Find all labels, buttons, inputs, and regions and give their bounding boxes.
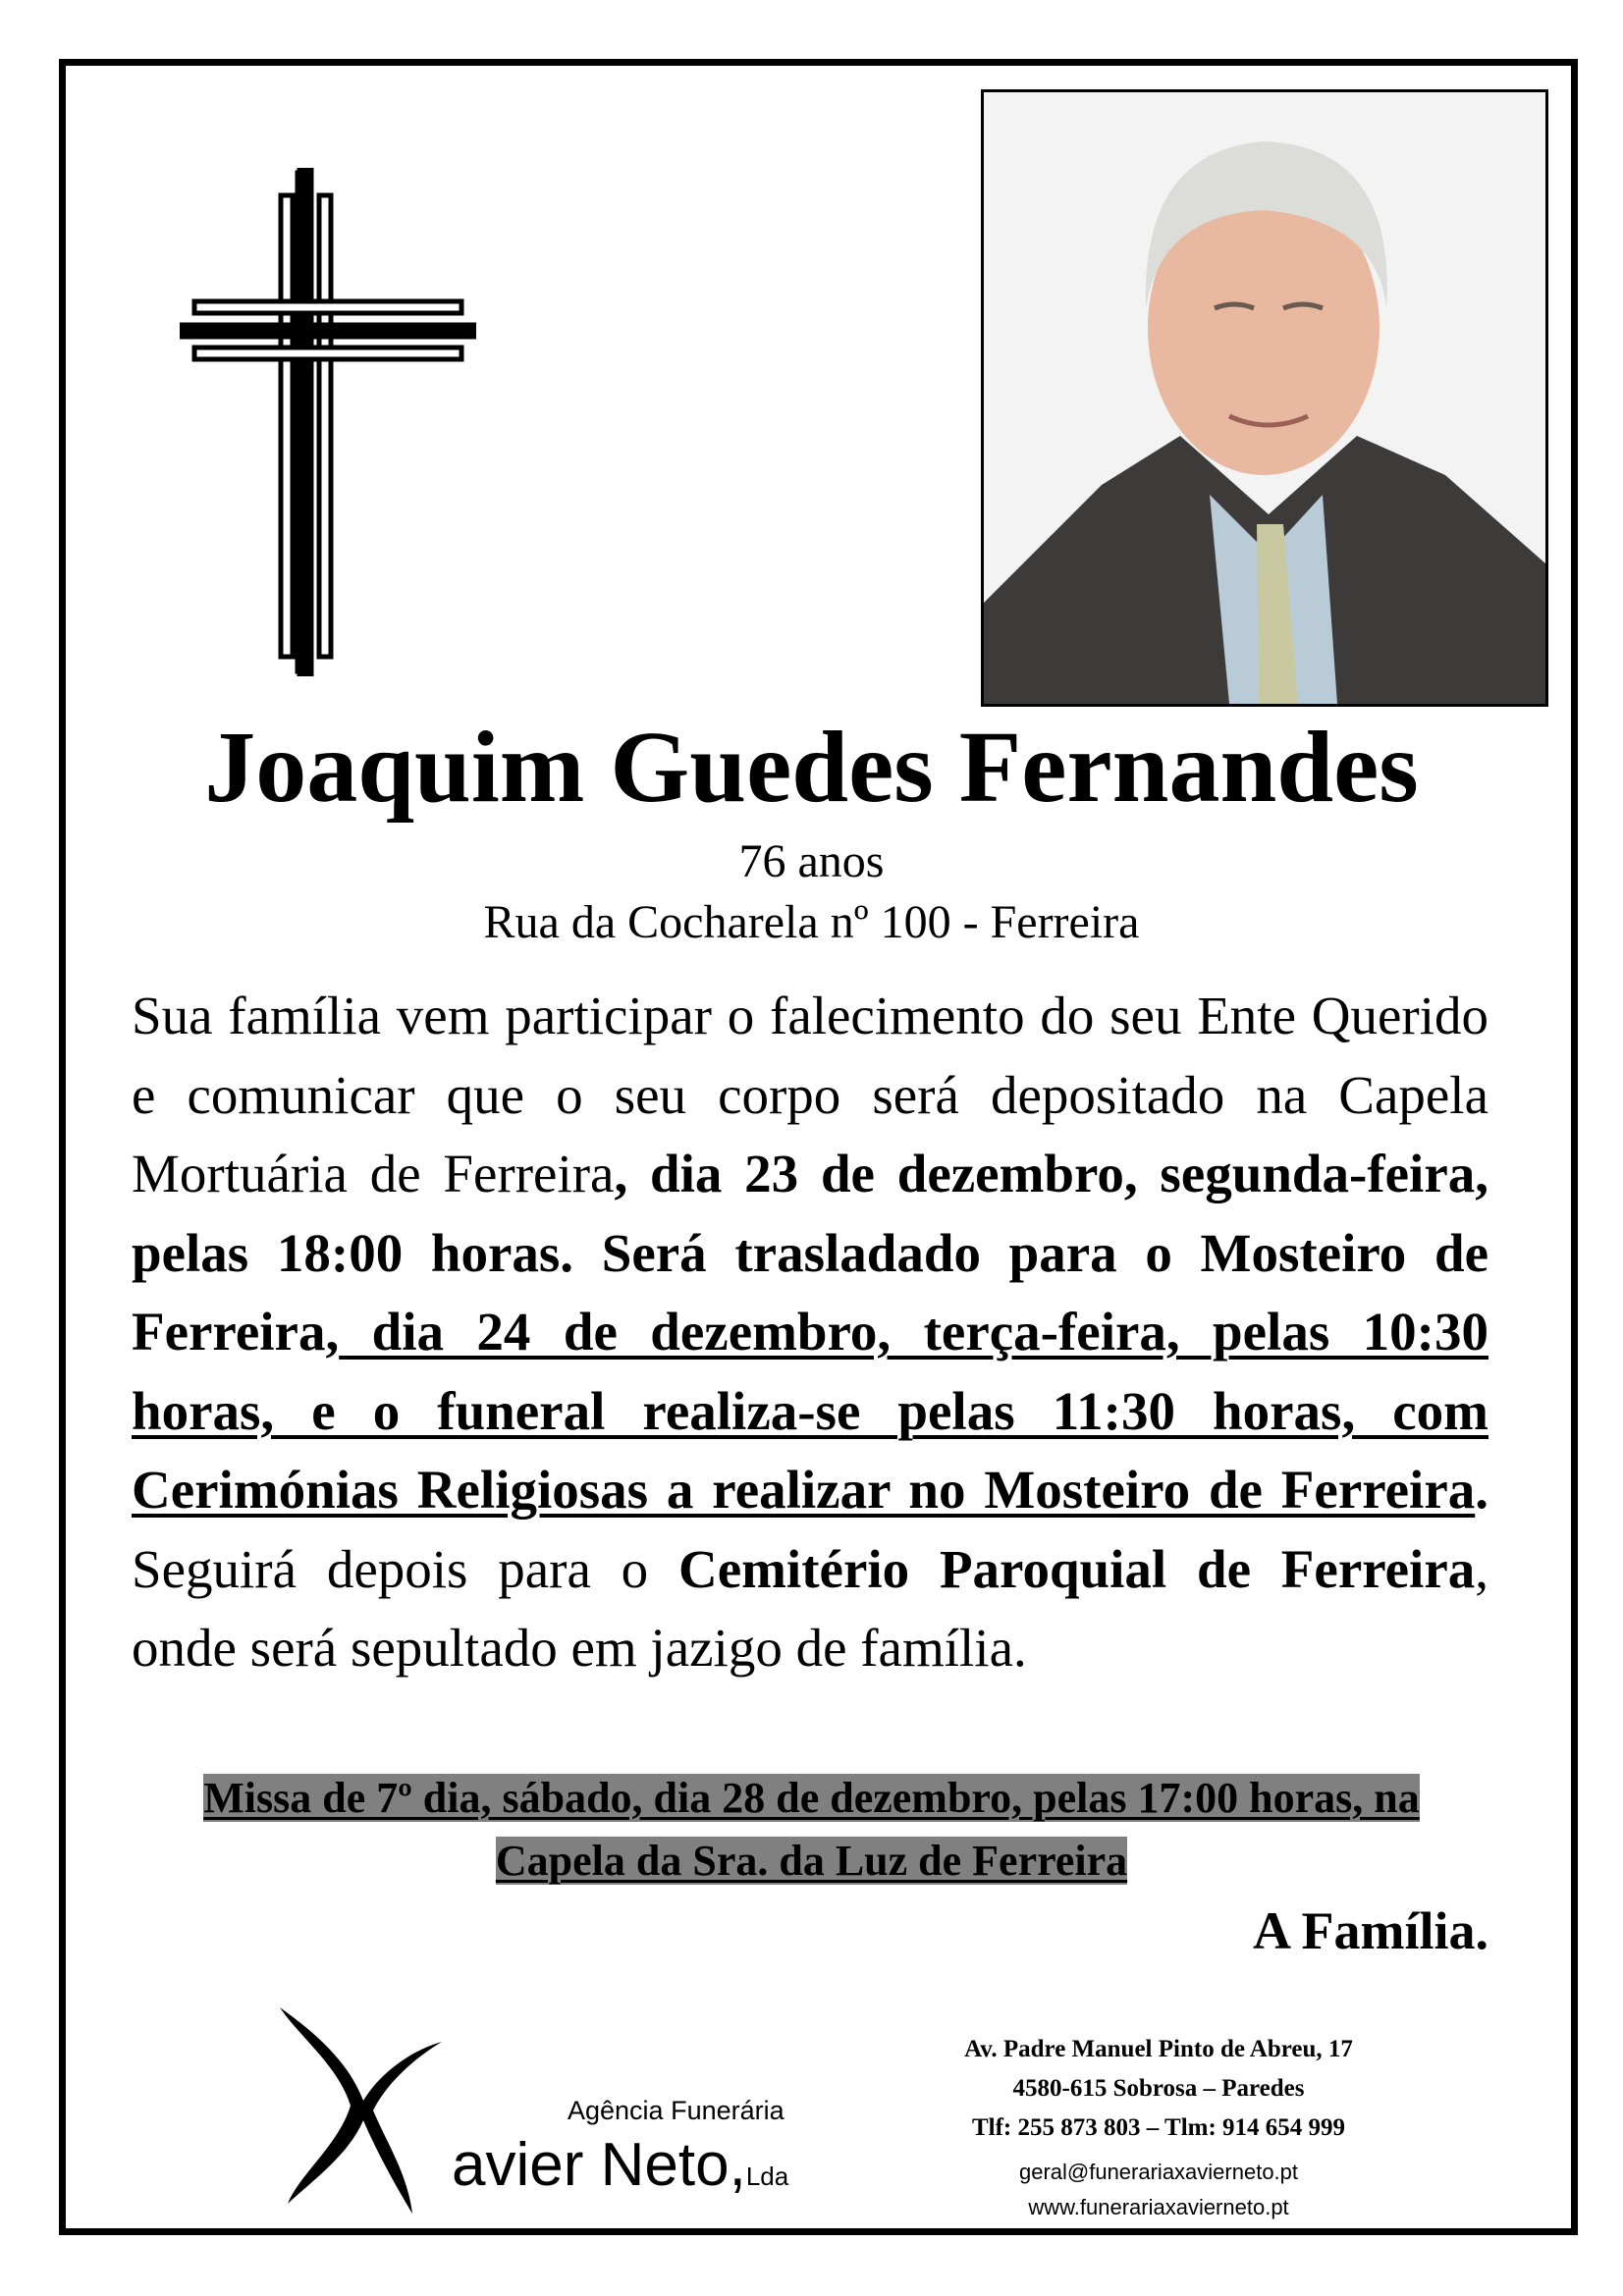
text-cemetery: Cemitério Paroquial de Ferreira xyxy=(677,1538,1476,1599)
signature: A Família. xyxy=(1253,1901,1488,1960)
brand-name-text: avier Neto, xyxy=(452,2131,746,2199)
text-wake: , dia 23 de dezembro, segunda-feira, pelas 18:00 horas. Será trasladado para o Mosteiro de Ferreira, xyxy=(132,1144,1488,1362)
web-block xyxy=(864,2155,1453,2225)
contact-address-1: Av. Padre Manuel Pinto de Abreu, 17 xyxy=(964,2036,1353,2062)
announcement-text xyxy=(132,977,1488,1688)
deceased-name: Joaquim Guedes Fernandes xyxy=(204,711,1419,824)
deceased-age: 76 anos xyxy=(738,835,885,887)
agency-label: Agência Funerária xyxy=(568,2096,784,2125)
deceased-address: Rua da Cocharela nº 100 - Ferreira xyxy=(483,896,1140,948)
contact-address-2: 4580-615 Sobrosa – Paredes xyxy=(1012,2075,1305,2102)
text-then: Seguirá depois para o xyxy=(132,1538,678,1599)
mass-line-2: Capela da Sra. da Luz de Ferreira xyxy=(495,1837,1128,1885)
text-intro: Sua família vem participar o falecimento do seu Ente Querido e comunicar que o seu corpo será depositado na Capela Mortuária de Ferreira xyxy=(132,986,1488,1203)
cross-icon xyxy=(180,168,476,676)
deceased-photo xyxy=(981,89,1548,707)
contact-email[interactable]: geral@funerariaxavierneto.pt xyxy=(1018,2160,1299,2184)
brand-name xyxy=(452,2126,788,2216)
text-funeral: dia 24 de dezembro, terça-feira, pelas 10:30 horas, e o funeral realiza-se pelas 11:30 horas, com Cerimónias Religiosas a realizar no Mosteiro de Ferreira xyxy=(132,1302,1488,1520)
mass-notice xyxy=(98,1767,1525,1893)
xavier-neto-logo-icon xyxy=(280,2007,447,2214)
mass-line-1: Missa de 7º dia, sábado, dia 28 de dezembro, pelas 17:00 horas, na xyxy=(203,1774,1420,1822)
text-burial: , onde será sepultado em jazigo de família. xyxy=(132,1538,1488,1678)
contact-block xyxy=(864,2030,1453,2148)
contact-website[interactable]: www.funerariaxavierneto.pt xyxy=(1028,2195,1289,2219)
brand-suffix: Lda xyxy=(745,2162,789,2191)
text-period: . xyxy=(1475,1460,1488,1520)
contact-phones: Tlf: 255 873 803 – Tlm: 914 654 999 xyxy=(971,2114,1346,2141)
